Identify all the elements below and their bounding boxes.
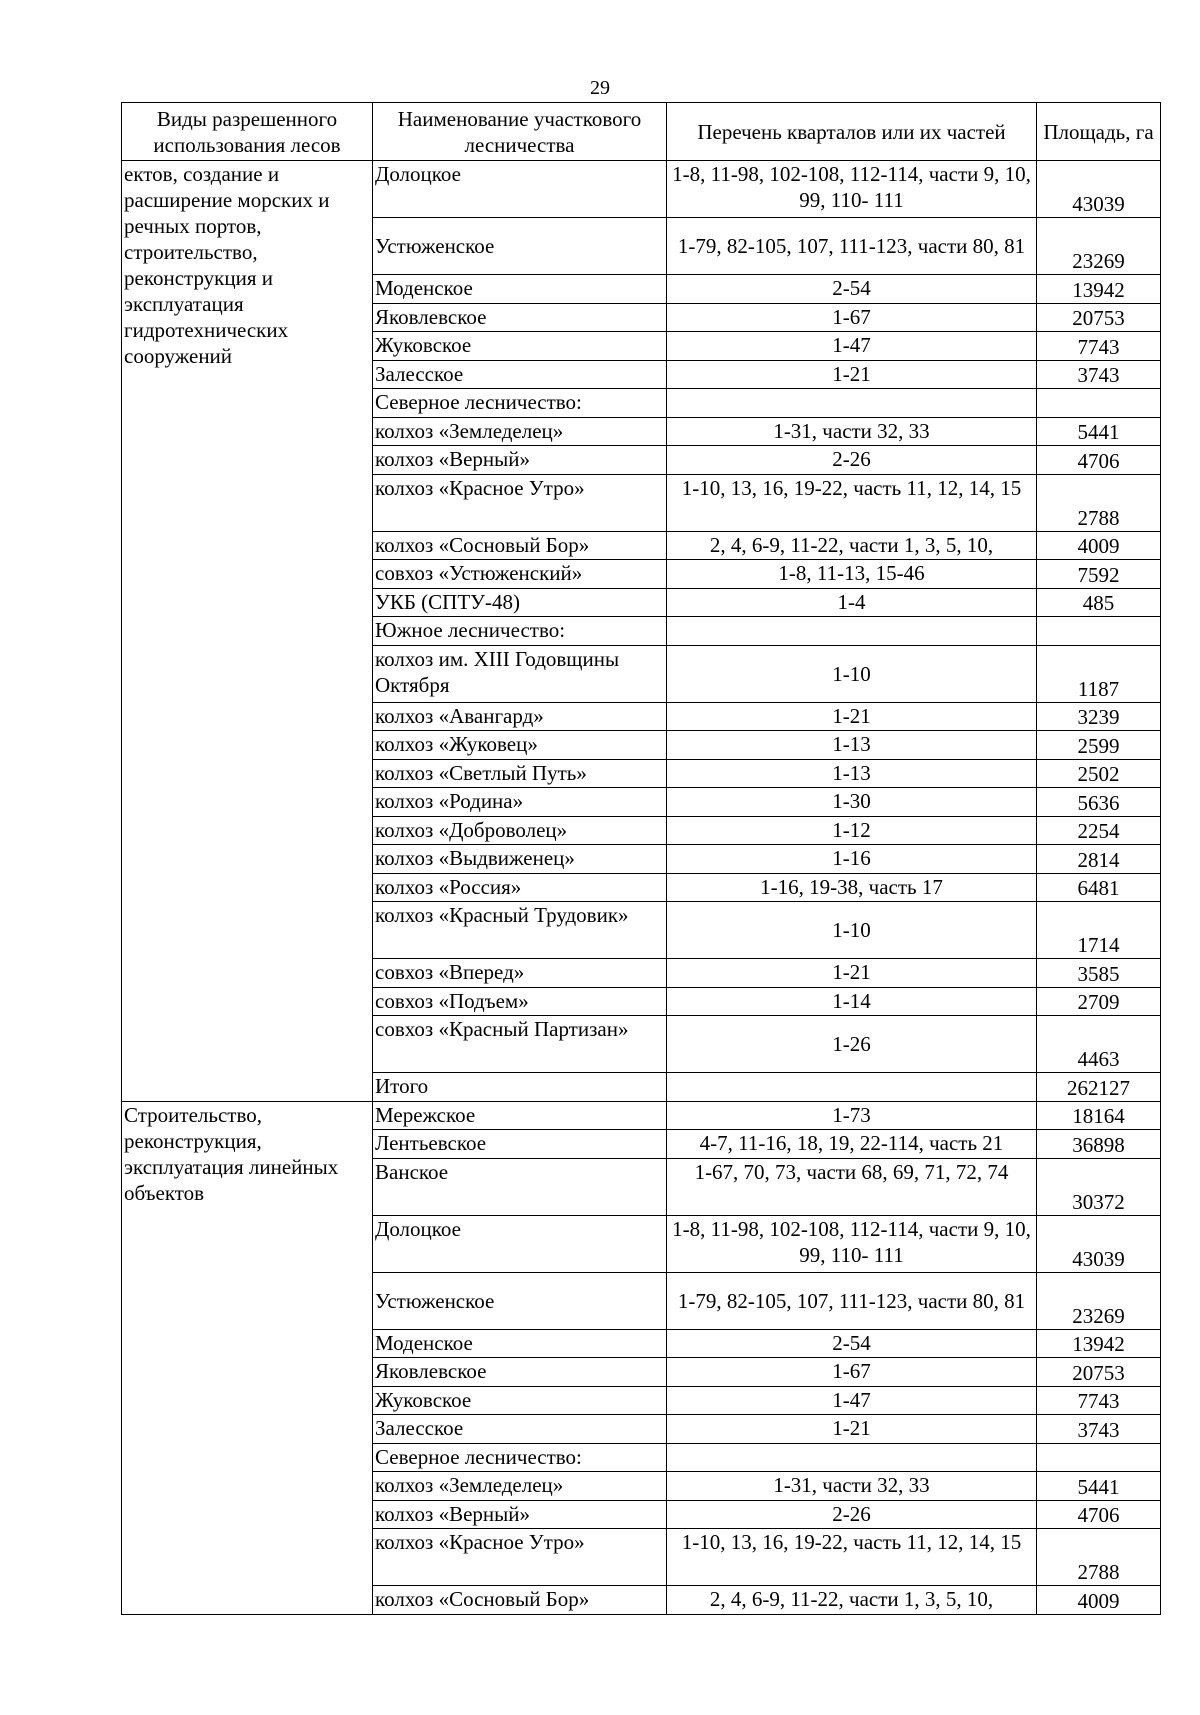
forestry-name-cell: совхоз «Подъем» <box>373 987 667 1016</box>
forestry-name-cell: Моденское <box>373 275 667 304</box>
quarters-cell: 1-67 <box>667 303 1037 332</box>
forestry-name-cell: совхоз «Устюженский» <box>373 560 667 589</box>
forestry-name-cell: Моденское <box>373 1329 667 1358</box>
area-cell: 2788 <box>1037 474 1161 531</box>
forestry-name-cell: Жуковское <box>373 1386 667 1415</box>
area-cell: 7743 <box>1037 1386 1161 1415</box>
area-cell: 4706 <box>1037 446 1161 475</box>
area-cell: 5441 <box>1037 1472 1161 1501</box>
quarters-cell: 1-8, 11-13, 15-46 <box>667 560 1037 589</box>
forestry-name-cell: Северное лесничество: <box>373 1443 667 1472</box>
page-number: 29 <box>590 77 610 99</box>
quarters-cell <box>667 1073 1037 1102</box>
area-cell: 20753 <box>1037 303 1161 332</box>
area-cell: 1187 <box>1037 645 1161 702</box>
area-cell <box>1037 1443 1161 1472</box>
use-type-cell: Строительство, реконструкция, эксплуатация линейных объектов <box>122 1101 373 1614</box>
forestry-name-cell: Лентьевское <box>373 1130 667 1159</box>
area-cell: 262127 <box>1037 1073 1161 1102</box>
forestry-name-cell: колхоз «Родина» <box>373 788 667 817</box>
area-cell: 4463 <box>1037 1016 1161 1073</box>
table-row <box>122 161 1161 218</box>
forest-use-table <box>121 102 1161 1615</box>
forestry-name-cell: колхоз «Сосновый Бор» <box>373 1586 667 1615</box>
forestry-name-cell: Яковлевское <box>373 1358 667 1387</box>
quarters-cell: 1-21 <box>667 360 1037 389</box>
quarters-cell: 1-21 <box>667 1415 1037 1444</box>
area-cell: 3239 <box>1037 702 1161 731</box>
area-cell: 20753 <box>1037 1358 1161 1387</box>
forestry-name-cell: Устюженское <box>373 218 667 275</box>
area-cell: 5441 <box>1037 417 1161 446</box>
quarters-cell: 2-54 <box>667 1329 1037 1358</box>
use-type-cell: ектов, создание и расширение морских и речных портов, строительство, реконструкция и эксплуатация гидротехнических сооружений <box>122 161 373 1102</box>
quarters-cell: 2, 4, 6-9, 11-22, части 1, 3, 5, 10, <box>667 531 1037 560</box>
quarters-cell: 1-8, 11-98, 102-108, 112-114, части 9, 10, 99, 110- 111 <box>667 1215 1037 1272</box>
forestry-name-cell: Долоцкое <box>373 161 667 218</box>
forestry-name-cell: совхоз «Красный Партизан» <box>373 1016 667 1073</box>
forestry-name-cell: Жуковское <box>373 332 667 361</box>
forestry-name-cell: Устюженское <box>373 1272 667 1329</box>
quarters-cell: 1-16, 19-38, часть 17 <box>667 873 1037 902</box>
quarters-cell <box>667 617 1037 646</box>
forestry-name-cell: Южное лесничество: <box>373 617 667 646</box>
quarters-cell: 1-67 <box>667 1358 1037 1387</box>
forestry-name-cell: Залесское <box>373 1415 667 1444</box>
table-row <box>122 1101 1161 1130</box>
quarters-cell: 1-4 <box>667 588 1037 617</box>
quarters-cell: 1-31, части 32, 33 <box>667 1472 1037 1501</box>
forestry-name-cell: Залесское <box>373 360 667 389</box>
area-cell: 3743 <box>1037 360 1161 389</box>
area-cell: 1714 <box>1037 902 1161 959</box>
quarters-cell: 1-10 <box>667 645 1037 702</box>
quarters-cell <box>667 1443 1037 1472</box>
quarters-cell <box>667 389 1037 418</box>
quarters-cell: 1-79, 82-105, 107, 111-123, части 80, 81 <box>667 218 1037 275</box>
forestry-name-cell: Ванское <box>373 1158 667 1215</box>
area-cell: 30372 <box>1037 1158 1161 1215</box>
quarters-cell: 2-26 <box>667 446 1037 475</box>
forestry-name-cell: Мережское <box>373 1101 667 1130</box>
quarters-cell: 1-47 <box>667 1386 1037 1415</box>
forestry-name-cell: колхоз «Доброволец» <box>373 816 667 845</box>
quarters-cell: 1-30 <box>667 788 1037 817</box>
header-use: Виды разрешенного использования лесов <box>122 103 373 161</box>
quarters-cell: 1-12 <box>667 816 1037 845</box>
area-cell: 13942 <box>1037 275 1161 304</box>
area-cell: 3743 <box>1037 1415 1161 1444</box>
area-cell: 43039 <box>1037 1215 1161 1272</box>
area-cell: 2709 <box>1037 987 1161 1016</box>
quarters-cell: 1-16 <box>667 845 1037 874</box>
area-cell: 2502 <box>1037 759 1161 788</box>
area-cell: 7743 <box>1037 332 1161 361</box>
quarters-cell: 1-47 <box>667 332 1037 361</box>
quarters-cell: 2, 4, 6-9, 11-22, части 1, 3, 5, 10, <box>667 1586 1037 1615</box>
table-body <box>122 161 1161 1615</box>
quarters-cell: 1-13 <box>667 731 1037 760</box>
area-cell: 2788 <box>1037 1529 1161 1586</box>
area-cell: 4009 <box>1037 1586 1161 1615</box>
forestry-name-cell: Яковлевское <box>373 303 667 332</box>
area-cell <box>1037 389 1161 418</box>
area-cell: 485 <box>1037 588 1161 617</box>
area-cell: 2814 <box>1037 845 1161 874</box>
forestry-name-cell: колхоз «Земледелец» <box>373 1472 667 1501</box>
forestry-name-cell: колхоз «Сосновый Бор» <box>373 531 667 560</box>
header-quarters: Перечень кварталов или их частей <box>667 103 1037 161</box>
quarters-cell: 1-14 <box>667 987 1037 1016</box>
forestry-name-cell: Северное лесничество: <box>373 389 667 418</box>
area-cell: 36898 <box>1037 1130 1161 1159</box>
area-cell: 23269 <box>1037 218 1161 275</box>
area-cell: 3585 <box>1037 959 1161 988</box>
area-cell: 23269 <box>1037 1272 1161 1329</box>
forestry-name-cell: колхоз им. XIII Годовщины Октября <box>373 645 667 702</box>
quarters-cell: 4-7, 11-16, 18, 19, 22-114, часть 21 <box>667 1130 1037 1159</box>
forestry-name-cell: колхоз «Верный» <box>373 446 667 475</box>
forestry-name-cell: колхоз «Верный» <box>373 1500 667 1529</box>
area-cell: 2254 <box>1037 816 1161 845</box>
header-name: Наименование участкового лесничества <box>373 103 667 161</box>
forestry-name-cell: колхоз «Земледелец» <box>373 417 667 446</box>
area-cell: 13942 <box>1037 1329 1161 1358</box>
forestry-name-cell: совхоз «Вперед» <box>373 959 667 988</box>
forestry-name-cell: колхоз «Жуковец» <box>373 731 667 760</box>
forestry-name-cell: колхоз «Светлый Путь» <box>373 759 667 788</box>
area-cell: 4009 <box>1037 531 1161 560</box>
forestry-name-cell: колхоз «Красный Трудовик» <box>373 902 667 959</box>
area-cell <box>1037 617 1161 646</box>
area-cell: 43039 <box>1037 161 1161 218</box>
quarters-cell: 1-26 <box>667 1016 1037 1073</box>
forestry-name-cell: Долоцкое <box>373 1215 667 1272</box>
quarters-cell: 1-31, части 32, 33 <box>667 417 1037 446</box>
quarters-cell: 1-21 <box>667 702 1037 731</box>
quarters-cell: 1-10 <box>667 902 1037 959</box>
forestry-name-cell: колхоз «Красное Утро» <box>373 1529 667 1586</box>
header-row <box>122 103 1161 161</box>
area-cell: 4706 <box>1037 1500 1161 1529</box>
quarters-cell: 1-67, 70, 73, части 68, 69, 71, 72, 74 <box>667 1158 1037 1215</box>
quarters-cell: 1-13 <box>667 759 1037 788</box>
quarters-cell: 1-79, 82-105, 107, 111-123, части 80, 81 <box>667 1272 1037 1329</box>
quarters-cell: 1-21 <box>667 959 1037 988</box>
forestry-name-cell: колхоз «Авангард» <box>373 702 667 731</box>
area-cell: 7592 <box>1037 560 1161 589</box>
area-cell: 2599 <box>1037 731 1161 760</box>
area-cell: 6481 <box>1037 873 1161 902</box>
area-cell: 5636 <box>1037 788 1161 817</box>
quarters-cell: 1-10, 13, 16, 19-22, часть 11, 12, 14, 15 <box>667 474 1037 531</box>
forestry-name-cell: колхоз «Красное Утро» <box>373 474 667 531</box>
quarters-cell: 1-10, 13, 16, 19-22, часть 11, 12, 14, 15 <box>667 1529 1037 1586</box>
header-area: Площадь, га <box>1037 103 1161 161</box>
quarters-cell: 2-54 <box>667 275 1037 304</box>
area-cell: 18164 <box>1037 1101 1161 1130</box>
quarters-cell: 1-8, 11-98, 102-108, 112-114, части 9, 10, 99, 110- 111 <box>667 161 1037 218</box>
forestry-name-cell: УКБ (СПТУ-48) <box>373 588 667 617</box>
forestry-name-cell: колхоз «Россия» <box>373 873 667 902</box>
quarters-cell: 2-26 <box>667 1500 1037 1529</box>
forestry-name-cell: Итого <box>373 1073 667 1102</box>
quarters-cell: 1-73 <box>667 1101 1037 1130</box>
forestry-name-cell: колхоз «Выдвиженец» <box>373 845 667 874</box>
